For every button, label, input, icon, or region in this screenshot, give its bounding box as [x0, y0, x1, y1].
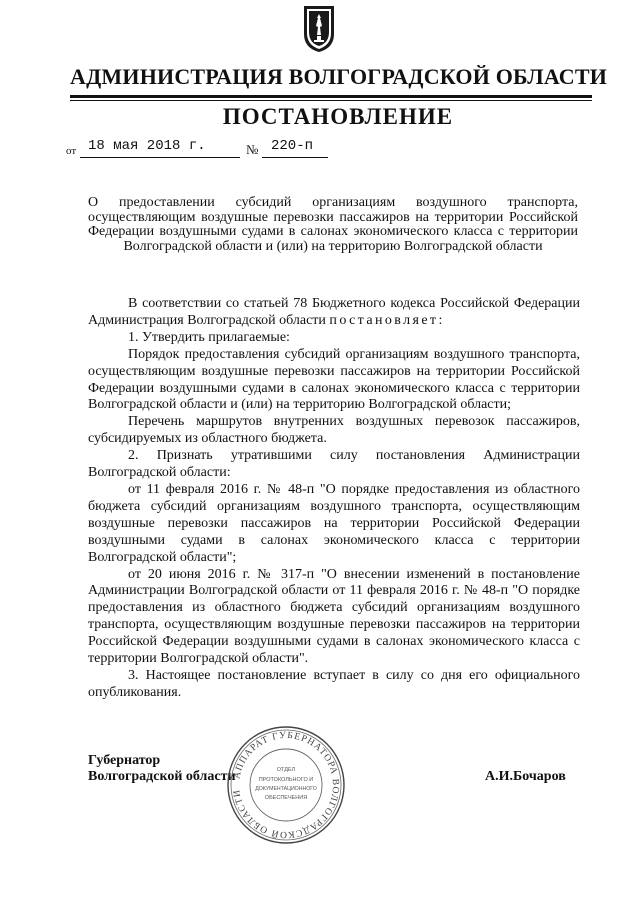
seal-ring-text: АППАРАТ ГУБЕРНАТОРА ВОЛГОГРАДСКОЙ ОБЛАСТИ	[232, 730, 341, 840]
document-body	[88, 296, 580, 702]
decree-word: постановляет:	[329, 312, 445, 328]
item-2-resolution-317: от 20 июня 2016 г. № 317-п "О внесении изменений в постановление Администрации Волгоградской области от 11 февраля 2016 г. № 48-п "О порядке предоставления из областного бюджета субсидий организациям воздушного транспорта, осуществляющим воздушные перевозки пассажиров на территории Российской Федерации воздушными судами в салонах экономического класса с территории Волгоградской области".	[88, 566, 580, 667]
document-date: 18 мая 2018 г.	[88, 138, 206, 154]
signatory-title-line1: Губернатор	[88, 753, 161, 768]
date-underline	[80, 157, 240, 158]
date-label: от	[66, 145, 77, 157]
number-underline	[262, 157, 328, 158]
item-2: 2. Признать утратившими силу постановления Администрации Волгоградской области:	[88, 448, 580, 481]
official-seal-stamp	[225, 724, 347, 846]
seal-center-line-3: ДОКУМЕНТАЦИОННОГО	[255, 786, 317, 792]
signatory-name: А.И.Бочаров	[485, 769, 566, 784]
item-1-procedure: Порядок предоставления субсидий организациям воздушного транспорта, осуществляющим воздушные перевозки пассажиров на территории Российской Федерации воздушными судами в салонах экономического класса с территории Волгоградской области и (или) на территорию Волгоградской области;	[88, 346, 580, 413]
signatory-title-line2: Волгоградской области	[88, 769, 236, 784]
item-1-route-list: Перечень маршрутов внутренних воздушных перевозок пассажиров, субсидируемых из областного бюджета.	[88, 414, 580, 447]
seal-center-line-2: ПРОТОКОЛЬНОГО И	[258, 777, 314, 783]
organization-title: АДМИНИСТРАЦИЯ ВОЛГОГРАДСКОЙ ОБЛАСТИ	[70, 64, 608, 89]
signatory-title	[88, 753, 236, 785]
title-rule-thick	[70, 95, 592, 98]
number-label: №	[246, 142, 259, 157]
item-3: 3. Настоящее постановление вступает в силу со дня его официального опубликования.	[88, 667, 580, 700]
item-1: 1. Утвердить прилагаемые:	[128, 329, 290, 345]
title-rule-thin	[70, 100, 592, 101]
seal-center-line-1: ОТДЕЛ	[276, 767, 296, 773]
volgograd-coat-of-arms-icon	[302, 4, 336, 54]
document-subject: О предоставлении субсидий организациям воздушного транспорта, осуществляющим воздушные перевозки пассажиров на территории Российской Федерации воздушными судами в салонах экономического класса с территории Волгоградской области и (или) на территорию Волгоградской области	[88, 195, 578, 254]
document-type: ПОСТАНОВЛЕНИЕ	[222, 104, 454, 129]
preamble-text: В соответствии со статьей 78 Бюджетного кодекса Российской Федерации Администрация Волгоградской области	[88, 296, 580, 328]
item-2-resolution-48: от 11 февраля 2016 г. № 48-п "О порядке предоставления из областного бюджета субсидий организациям воздушного транспорта, осуществляющим воздушные перевозки пассажиров на территории Российской Федерации воздушными судами в салонах экономического класса с территории Волгоградской области";	[88, 481, 580, 565]
document-number: 220-п	[271, 138, 314, 154]
seal-center-line-4: ОБЕСПЕЧЕНИЯ	[264, 795, 308, 801]
preamble-paragraph	[88, 296, 580, 330]
